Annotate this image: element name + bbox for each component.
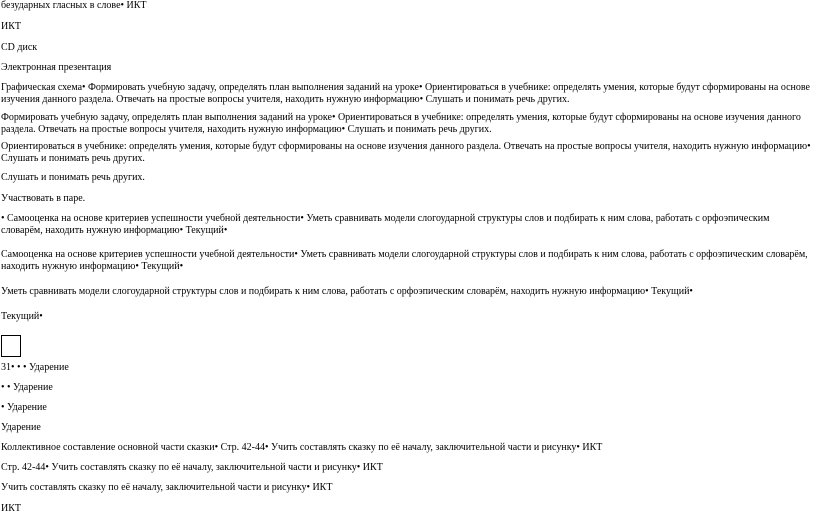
paragraph-3: CD диск [1, 42, 38, 53]
paragraph-20: Учить составлять сказку по её началу, заключительной части и рисунку• ИКТ [1, 482, 333, 493]
empty-table-cell [1, 335, 21, 357]
paragraph-13: Текущий• [1, 311, 43, 322]
paragraph-16: • Ударение [1, 402, 47, 413]
paragraph-12: Уметь сравнивать модели слогоударной структуры слов и подбирать к ним слова, работать с орфоэпическим словарём, находить нужную информацию• Текущий• [1, 286, 693, 297]
paragraph-2: ИКТ [1, 21, 21, 32]
paragraph-14: 31• • • Ударение [1, 362, 69, 373]
paragraph-8: Слушать и понимать речь других. [1, 172, 145, 183]
paragraph-5: Графическая схема• Формировать учебную задачу, определять план выполнения заданий на уроке• Ориентироваться в учебнике: определять умения, которые будут сформированы на основе изучения данного раздела. Отвечать на простые вопросы учителя, находить нужную информацию• Слушать и понимать речь других. [1, 82, 810, 105]
paragraph-7: Ориентироваться в учебнике: определять умения, которые будут сформированы на основе изучения данного раздела. Отвечать на простые вопросы учителя, находить нужную информацию• Слушать и понимать речь других. [1, 141, 811, 164]
paragraph-4: Электронная презентация [1, 62, 112, 73]
paragraph-6: Формировать учебную задачу, определять план выполнения заданий на уроке• Ориентироваться в учебнике: определять умения, которые будут сформированы на основе изучения данного раздела. Отвечать на простые вопросы учителя, находить нужную информацию• Слушать и понимать речь других. [1, 112, 801, 135]
paragraph-10: • Самооценка на основе критериев успешности учебной деятельности• Уметь сравнивать модели слогоударной структуры слов и подбирать к ним слова, работать с орфоэпическим словарём, находить нужную информацию• Текущий• [1, 213, 770, 236]
paragraph-1: безударных гласных в слове• ИКТ [1, 0, 147, 11]
paragraph-19: Стр. 42-44• Учить составлять сказку по её началу, заключительной части и рисунку• ИКТ [1, 462, 383, 473]
paragraph-21: ИКТ [1, 503, 21, 514]
paragraph-15: • • Ударение [1, 382, 53, 393]
paragraph-9: Участвовать в паре. [1, 193, 86, 204]
paragraph-11: Самооценка на основе критериев успешности учебной деятельности• Уметь сравнивать модели слогоударной структуры слов и подбирать к ним слова, работать с орфоэпическим словарём, находить нужную информацию• Текущий• [1, 249, 808, 272]
paragraph-18: Коллективное составление основной части сказки• Стр. 42-44• Учить составлять сказку по её началу, заключительной части и рисунку• ИКТ [1, 442, 603, 453]
paragraph-17: Ударение [1, 422, 41, 433]
